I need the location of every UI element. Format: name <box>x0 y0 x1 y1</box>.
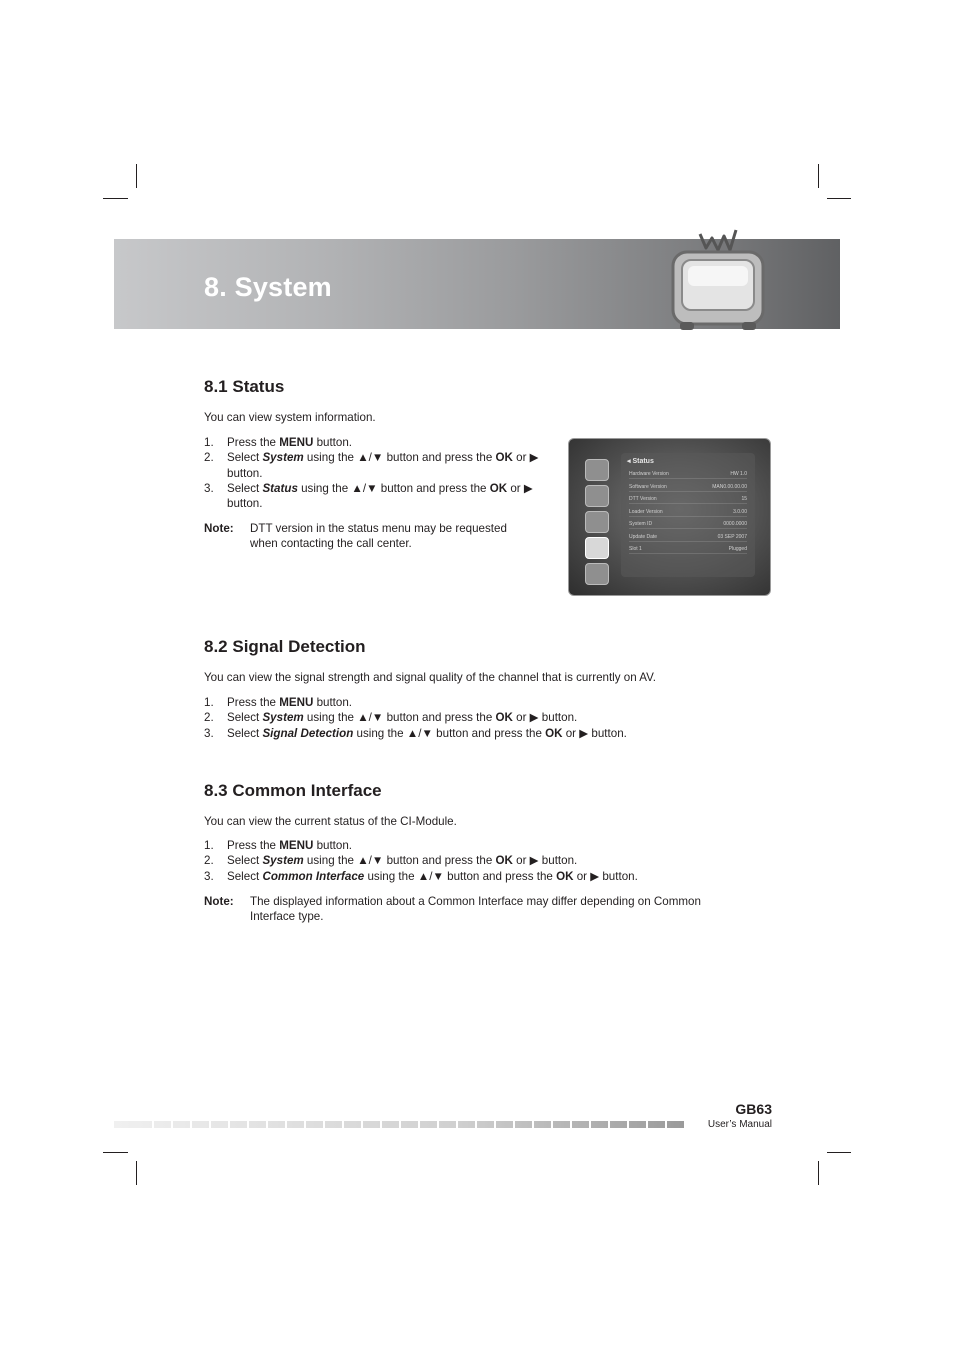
crop-mark <box>136 1161 137 1185</box>
chapter-title: 8. System <box>204 272 332 302</box>
bar-separator <box>684 1121 686 1128</box>
bar-separator <box>380 1121 382 1128</box>
status-row-value: Plugged <box>728 546 747 552</box>
bar-separator <box>171 1121 173 1128</box>
user-icon <box>585 459 609 481</box>
status-row-label: Software Version <box>629 483 667 490</box>
bar-separator <box>532 1121 534 1128</box>
status-row-value: 03 SEP 2007 <box>717 533 747 540</box>
footer-gradient-bar <box>114 1121 685 1128</box>
bar-separator <box>418 1121 420 1128</box>
manual-label: User’s Manual <box>707 1119 772 1130</box>
status-row <box>629 484 747 492</box>
status-row-label: System ID <box>629 521 653 527</box>
bar-separator <box>551 1121 553 1128</box>
list-item: 3. Select Common Interface using the ▲/▼ button and press the OK or ▶ button. <box>204 869 638 883</box>
common-interface-note: Note: The displayed information about a Common Interface may differ depending on Common Interface type. <box>204 895 701 924</box>
bar-separator <box>475 1121 477 1128</box>
bar-separator <box>152 1121 154 1128</box>
bar-separator <box>342 1121 344 1128</box>
crop-mark <box>827 198 851 199</box>
crop-mark <box>103 198 128 199</box>
menu-title: ◂ Status <box>627 458 654 465</box>
list-item: 1. Press the MENU button. <box>204 696 353 709</box>
disc-icon <box>585 563 609 585</box>
status-intro: You can view system information. <box>204 411 376 424</box>
menu-panel <box>621 453 755 577</box>
status-note: Note: DTT version in the status menu may be requested when contacting the call center. <box>204 522 507 551</box>
tv-guide-icon <box>585 485 609 507</box>
bar-separator <box>228 1121 230 1128</box>
menu-sidebar <box>585 459 611 589</box>
bar-separator <box>247 1121 249 1128</box>
crop-mark <box>818 1161 819 1185</box>
list-item: 2. Select System using the ▲/▼ button and press the OK or ▶ button. <box>204 451 539 480</box>
status-row-label: Slot 1 <box>629 546 642 552</box>
model-number: GB63 <box>735 1101 772 1117</box>
bar-separator <box>456 1121 458 1128</box>
list-item: 3. Select Status using the ▲/▼ button and press the OK or ▶ button. <box>204 481 533 511</box>
status-row <box>629 546 747 554</box>
section-heading-signal-detection: 8.2 Signal Detection <box>204 637 366 656</box>
common-interface-intro: You can view the current status of the CI-Module. <box>204 815 457 828</box>
status-row-value: MAN0.00.00.00 <box>712 483 747 490</box>
signal-detection-steps <box>204 695 764 741</box>
section-heading-status: 8.1 Status <box>204 377 285 396</box>
status-row-value: 15 <box>741 496 747 502</box>
bar-separator <box>646 1121 648 1128</box>
system-icon <box>585 537 609 559</box>
menu-rows <box>621 471 755 554</box>
status-row <box>629 521 747 529</box>
list-item: 1. Press the MENU button. <box>204 436 353 449</box>
status-row-label: Update Date <box>629 533 658 540</box>
bar-separator <box>323 1121 325 1128</box>
status-steps <box>204 435 549 511</box>
bar-separator <box>209 1121 211 1128</box>
status-row-value: 0000.0000 <box>723 521 747 527</box>
crop-mark <box>136 164 137 188</box>
list-item: 1. Press the MENU button. <box>204 839 353 852</box>
bar-separator <box>570 1121 572 1128</box>
tv-mascot-icon <box>668 220 768 332</box>
status-row-value: HW 1.0 <box>730 471 747 477</box>
bar-separator <box>513 1121 515 1128</box>
bar-separator <box>361 1121 363 1128</box>
bar-separator <box>190 1121 192 1128</box>
list-item: 3. Select Signal Detection using the ▲/▼ button and press the OK or ▶ button. <box>204 726 627 740</box>
bar-separator <box>494 1121 496 1128</box>
bar-separator <box>399 1121 401 1128</box>
bar-separator <box>608 1121 610 1128</box>
list-item: 2. Select System using the ▲/▼ button and press the OK or ▶ button. <box>204 711 578 725</box>
common-interface-steps <box>204 838 764 884</box>
status-menu-screenshot <box>568 438 771 596</box>
status-row-label: Loader Version <box>629 508 663 515</box>
bar-separator <box>437 1121 439 1128</box>
bar-separator <box>304 1121 306 1128</box>
bar-separator <box>665 1121 667 1128</box>
section-heading-common-interface: 8.3 Common Interface <box>204 781 382 800</box>
status-row <box>629 509 747 517</box>
bar-separator <box>266 1121 268 1128</box>
antenna-icon <box>585 511 609 533</box>
bar-separator <box>589 1121 591 1128</box>
status-row-value: 3.0.00 <box>733 508 747 515</box>
status-row <box>629 496 747 504</box>
signal-detection-intro: You can view the signal strength and signal quality of the channel that is currently on AV. <box>204 671 657 684</box>
status-row-label: Hardware Version <box>629 471 669 477</box>
bar-separator <box>627 1121 629 1128</box>
crop-mark <box>827 1152 851 1153</box>
list-item: 2. Select System using the ▲/▼ button and press the OK or ▶ button. <box>204 854 578 868</box>
bar-separator <box>285 1121 287 1128</box>
status-row-label: DTT Version <box>629 496 657 502</box>
status-row <box>629 471 747 479</box>
crop-mark <box>818 164 819 188</box>
crop-mark <box>103 1152 128 1153</box>
status-row <box>629 534 747 542</box>
